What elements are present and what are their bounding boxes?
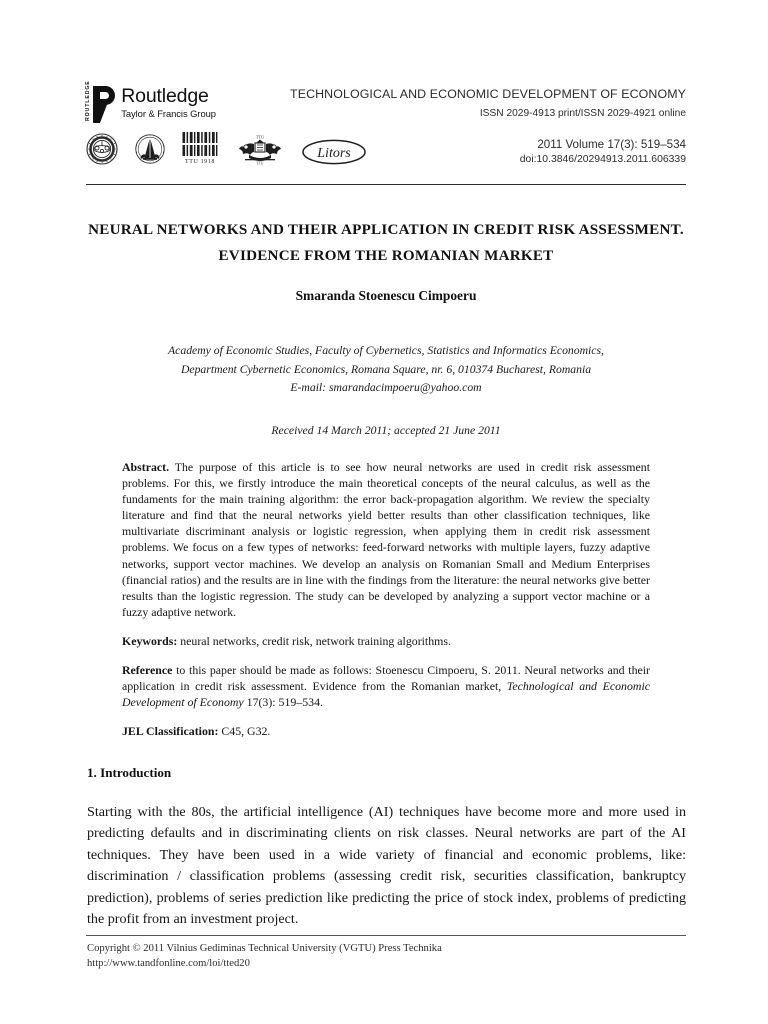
abstract-label: Abstract. [122,460,170,474]
reference-journal-name: Technological and Economic Development of Economy [122,679,650,710]
svg-text:Litors: Litors [317,146,351,161]
abstract-paragraph [122,459,650,620]
affiliation-block [86,342,686,398]
journal-title: TECHNOLOGICAL AND ECONOMIC DEVELOPMENT OF ECONOMY [290,87,686,101]
barcode-icon [182,132,218,158]
keywords-paragraph [122,633,650,649]
reference-label: Reference [122,663,173,678]
routledge-vertical-text: ROUTLEDGE [85,80,91,121]
routledge-logo [85,80,216,122]
doi-line: doi:10.3846/20294913.2011.606339 [519,154,686,165]
author-name: Smaranda Stoenescu Cimpoeru [295,288,477,303]
svg-text:TTU: TTU [255,134,265,140]
journal-issn: ISSN 2029-4913 print/ISSN 2029-4921 online [479,108,686,119]
vgtu-seal-emblem [86,133,118,165]
affiliation-line-1: Academy of Economic Studies, Faculty of Cybernetics, Statistics and Informatics Economics, [168,344,604,357]
jel-text: C45, G32. [218,724,271,739]
affiliation-email: E-mail: smarandacimpoeru@yahoo.com [290,381,482,395]
keywords-label: Keywords: [122,633,178,648]
ttu-barcode-caption: TTU 1918 [185,159,215,165]
routledge-r-mark [93,86,115,122]
received-accepted-line: Received 14 March 2011; accepted 21 June 2011 [271,424,501,437]
routledge-subtitle: Taylor & Francis Group [121,108,216,120]
affiliation-line-2: Department Cybernetic Economics, Romana Square, nr. 6, 010374 Bucharest, Romania [180,362,592,376]
routledge-name: Routledge [121,85,209,107]
masthead-top-row [85,80,686,122]
body-paragraph: Starting with the 80s, the artificial intelligence (AI) techniques have become more and more used in predicting defaults and in discriminating clients on risk classes. Neural networks are part of the AI techniques. They have been used in a wide variety of financial and economic problems, like: discrimination / classification problems (assessing credit risk, securities classification, bankruptcy prediction), problems of series prediction like predicting the price of stock index, problems of predicting the profit from an investment project. [87,804,686,928]
lithuanian-academy-emblem [135,133,165,165]
page-footer [87,941,687,972]
footer-divider [86,935,686,936]
reference-text-after: 17(3): 519–534. [243,695,323,710]
masthead-divider [86,184,686,185]
section-heading-introduction: 1. Introduction [87,765,172,780]
keywords-text: neural networks, credit risk, network training algorithms. [177,633,451,648]
society-logos [86,132,366,167]
jel-label: JEL Classification: [122,724,219,739]
jel-paragraph [122,723,650,739]
journal-url[interactable]: http://www.tandfonline.com/loi/tted20 [87,958,250,970]
masthead [85,80,686,167]
reference-paragraph [122,662,650,710]
copyright-line: Copyright © 2011 Vilnius Gediminas Technical University (VGTU) Press Technika [87,943,442,954]
page-title: NEURAL NETWORKS AND THEIR APPLICATION IN CREDIT RISK ASSESSMENT. EVIDENCE FROM THE ROMANIAN MARKET [88,222,684,264]
journal-info [290,84,686,119]
abstract-section [122,459,650,739]
volume-line: 2011 Volume 17(3): 519–534 [537,138,686,151]
ttu-crest-emblem [235,133,285,165]
volume-info [520,138,686,167]
masthead-bottom-row [86,132,686,167]
routledge-wordmark [121,86,216,119]
reference-text-before: to this paper should be made as follows: Stoenescu Cimpoeru, S. 2011. Neural networks and their application in credit risk assessment. Evidence from the Romanian market, [122,663,650,694]
svg-text:TTU: TTU [256,161,264,165]
litors-oval-emblem [302,139,366,165]
abstract-text: The purpose of this article is to see how neural networks are used in credit risk assessment problems. For this, we firstly introduce the main theoretical concepts of the neural calculus, as well as the fundaments for the main training algorithm: the error back-propagation algorithm. We review the specialty literature and find that the neural networks yield better results than other classification techniques, like multivariate discriminant analysis or logistic regression, when applying them in credit risk assessment problems. We focus on a few types of networks: feed-forward networks with multiple layers, fuzzy adaptive networks, support vector machines. We develop an analysis on Romanian Small and Medium Enterprises (financial ratios) and the results are in line with the findings from the literature: the neural networks give better results than the logistic regression. The study can be developed by analyzing a support vector machine or a fuzzy adaptive network. [122,460,650,619]
ttu-barcode-emblem [182,132,218,165]
